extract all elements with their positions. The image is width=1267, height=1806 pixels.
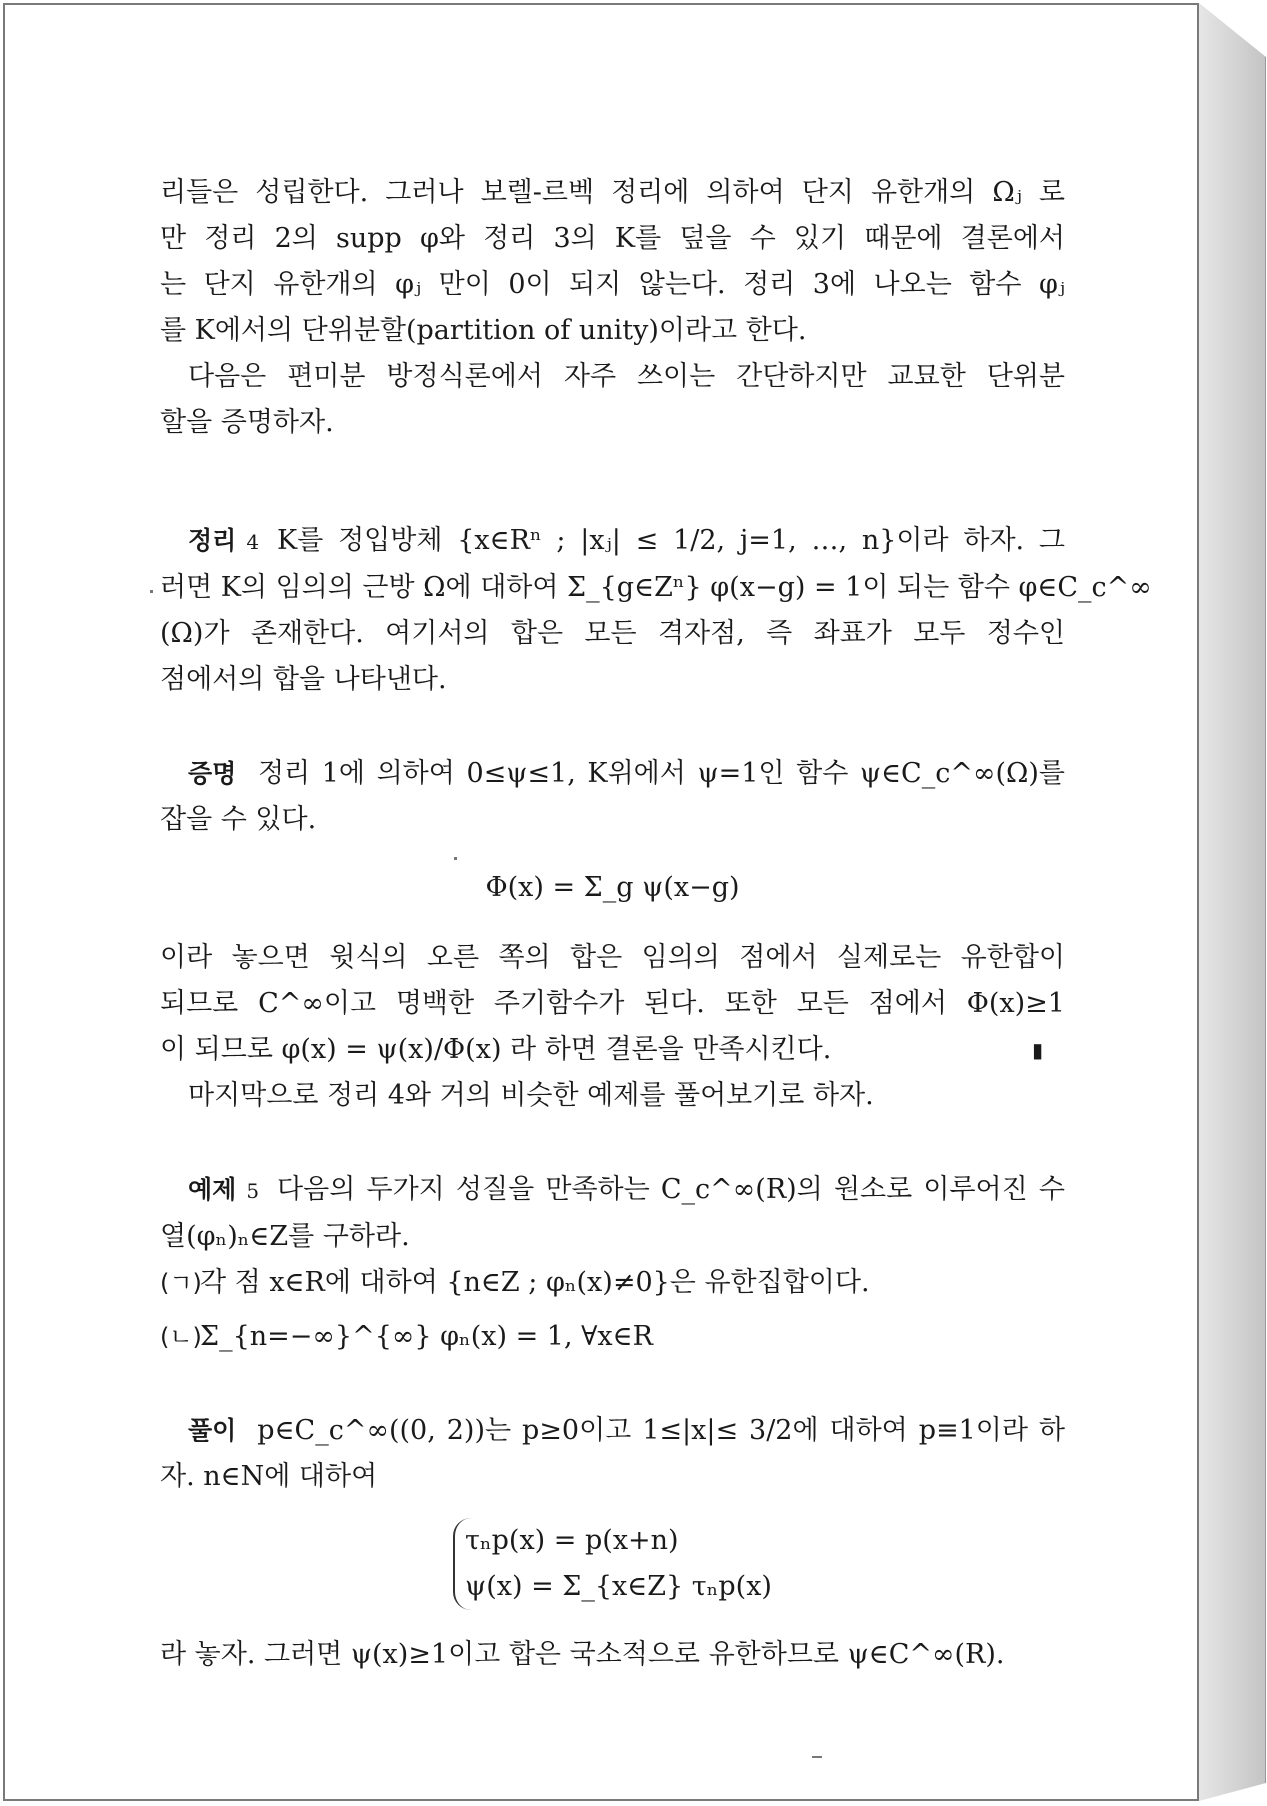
text-line (160, 1167, 1065, 1214)
item-text: Σ_{n=−∞}^{∞} φₙ(x) = 1, ∀x∈R (200, 1321, 653, 1352)
display-formula: Φ(x) = Σ_g ψ(x−g) (485, 872, 740, 903)
text-line: 마지막으로 정리 4와 거의 비슷한 예제를 풀어보기로 하자. (188, 1080, 874, 1111)
scan-speck (150, 590, 153, 593)
list-item (160, 1314, 1065, 1360)
page-edge (1199, 3, 1266, 1801)
solution-heading: 풀이 (188, 1416, 237, 1445)
scan-speck (454, 857, 457, 860)
brace-group (453, 1518, 772, 1610)
text-line: 라 놓자. 그러면 ψ(x)≥1이고 합은 국소적으로 유한하므로 ψ∈C^∞(R). (160, 1639, 1005, 1670)
item-text: 각 점 x∈R에 대하여 {n∈Z ; φₙ(x)≠0}은 유한집합이다. (200, 1267, 870, 1298)
text-line (160, 1408, 1065, 1454)
example-5 (160, 1167, 1065, 1360)
text-line: 다음은 편미분 방정식론에서 자주 쓰이는 간단하지만 교묘한 단위분 (188, 361, 1065, 392)
formula-system (160, 1518, 1065, 1610)
page-content (160, 170, 1152, 1678)
text-line: 는 단지 유한개의 φⱼ 만이 0이 되지 않는다. 정리 3에 나오는 함수 φⱼ (160, 269, 1065, 300)
text-line: 되므로 C^∞이고 명백한 주기함수가 된다. 또한 모든 점에서 Φ(x)≥1 (160, 988, 1065, 1019)
text-line: 를 K에서의 단위분할(partition of unity)이라고 한다. (160, 315, 807, 346)
theorem-number: 4 (246, 530, 260, 554)
scan-speck (812, 1756, 822, 1758)
text-line: (Ω)가 존재한다. 여기서의 합은 모든 격자점, 즉 좌표가 모두 정수인 (160, 618, 1065, 649)
paragraph-3 (160, 1073, 1065, 1119)
text-line (160, 1027, 1065, 1073)
text-line: 이라 놓으면 윗식의 오른 쪽의 합은 임의의 점에서 실제로는 유한합이 (160, 942, 1065, 973)
text-line: 만 정리 2의 supp φ와 정리 3의 K를 덮을 수 있기 때문에 결론에서 (160, 223, 1065, 254)
solution-text: p∈C_c^∞((0, 2))는 p≥0이고 1≤|x|≤ 3/2에 대하여 p≡1이라 하 (257, 1415, 1065, 1446)
text-line: 잡을 수 있다. (160, 804, 317, 835)
text-line: 러면 K의 임의의 근방 Ω에 대하여 Σ_{g∈Zⁿ} φ(x−g) = 1이 되는 함수 φ∈C_c^∞ (160, 572, 1152, 603)
text-line: 열(φₙ)ₙ∈Z를 구하라. (160, 1221, 410, 1252)
text-line: 리들은 성립한다. 그러나 보렐-르벡 정리에 의하여 단지 유한개의 Ωⱼ 로 (160, 177, 1065, 208)
text-line: 할을 증명하자. (160, 407, 334, 438)
paragraph-1 (160, 170, 1065, 354)
theorem-text: K를 정입방체 {x∈Rⁿ ; |xⱼ| ≤ 1/2, j=1, …, n}이라 하자. 그 (277, 525, 1065, 556)
example-text: 다음의 두가지 성질을 만족하는 C_c^∞(R)의 원소로 이루어진 수 (277, 1174, 1065, 1205)
text-line (160, 751, 1065, 797)
system-line: ψ(x) = Σ_{x∈Z} τₙp(x) (465, 1571, 772, 1602)
proof (160, 751, 1065, 1073)
theorem-4 (160, 518, 1152, 703)
theorem-heading: 정리 (188, 526, 237, 555)
example-number: 5 (246, 1179, 260, 1203)
proof-last-line: 이 되므로 φ(x) = ψ(x)/Φ(x) 라 하면 결론을 만족시킨다. (160, 1034, 832, 1065)
solution (160, 1408, 1065, 1678)
proof-text: 정리 1에 의하여 0≤ψ≤1, K위에서 ψ=1인 함수 ψ∈C_c^∞(Ω)를 (257, 758, 1065, 789)
qed-mark: ▮ (1031, 1038, 1043, 1062)
paragraph-2 (160, 354, 1065, 446)
proof-heading: 증명 (188, 759, 237, 788)
text-line: 자. n∈N에 대하여 (160, 1461, 378, 1492)
item-label: (ㄱ) (160, 1269, 202, 1297)
item-label: (ㄴ) (160, 1323, 202, 1351)
list-item (160, 1260, 1065, 1306)
example-heading: 예제 (188, 1175, 237, 1204)
text-line (160, 518, 1065, 565)
text-line: 점에서의 합을 나타낸다. (160, 664, 447, 695)
system-line: τₙp(x) = p(x+n) (465, 1525, 679, 1556)
